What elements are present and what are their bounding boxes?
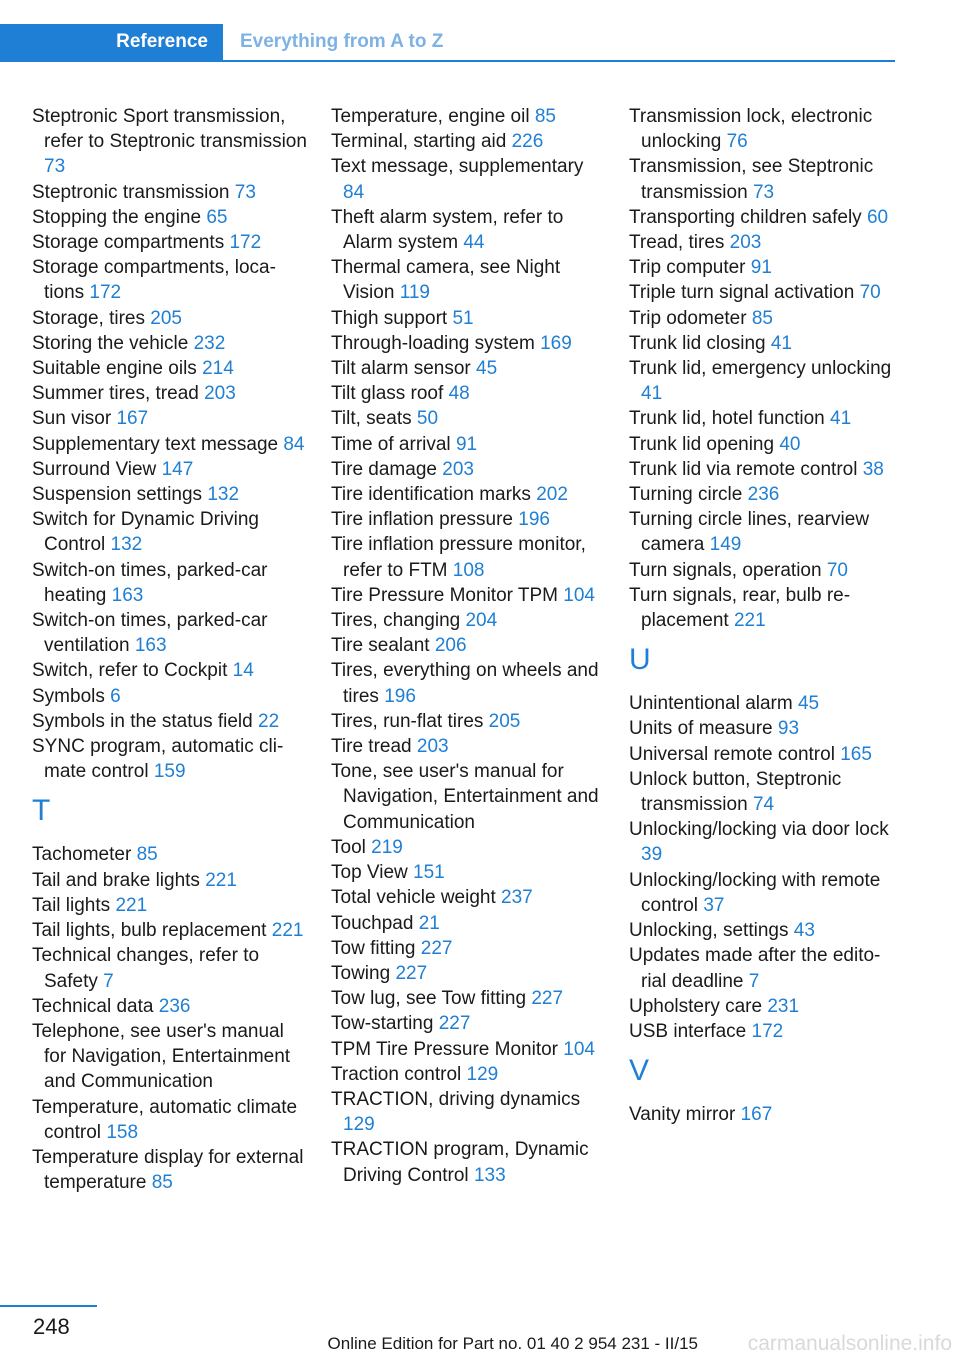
entry-text: SYNC program, automatic climate control [32, 736, 284, 783]
page-link[interactable]: 104 [563, 1038, 595, 1060]
index-entry [331, 734, 606, 759]
entry-text: Trunk lid, hotel function [629, 408, 825, 430]
index-entry [331, 104, 606, 129]
page-link[interactable]: 22 [258, 710, 280, 732]
page-link[interactable]: 85 [534, 106, 556, 127]
entry-text: Turning circle [629, 484, 743, 506]
page-link[interactable]: 227 [395, 962, 428, 984]
entry-text: Tail lights, bulb replacement [32, 920, 267, 942]
entry-text: Unlocking/locking via door lock [629, 819, 889, 841]
index-entry [629, 817, 897, 867]
entry-text: Trunk lid, emergency unlocking [629, 358, 892, 380]
index-entry [331, 129, 606, 154]
page-link[interactable]: 147 [161, 458, 194, 480]
page-link[interactable]: 132 [110, 534, 143, 556]
index-entry [331, 482, 606, 507]
page-link[interactable]: 73 [44, 156, 66, 178]
page-link[interactable]: 221 [115, 894, 148, 916]
entry-text: Tail and brake lights [32, 869, 200, 891]
page-link[interactable]: 48 [448, 383, 470, 405]
entry-text: Tow fitting [331, 937, 416, 959]
index-entry [629, 306, 897, 331]
index-entry [32, 457, 307, 482]
page-link[interactable]: 227 [438, 1013, 471, 1035]
page-link[interactable]: 205 [150, 307, 182, 329]
index-entry [331, 331, 606, 356]
page-link[interactable]: 231 [767, 995, 800, 1017]
entry-text: Technical changes, refer to Safety [32, 945, 260, 992]
entry-text: Tread, tires [629, 232, 725, 254]
index-entry [629, 583, 897, 633]
page-link[interactable]: 70 [826, 559, 848, 581]
entry-text: Transmission lock, electronic unlocking [629, 106, 873, 153]
entry-text: Storage, tires [32, 307, 145, 329]
index-entry [629, 280, 897, 305]
index-entry [629, 868, 897, 918]
index-entry [32, 406, 307, 431]
entry-text: TPM Tire Pressure Monitor [331, 1038, 558, 1060]
index-entry [331, 658, 606, 708]
page-link[interactable]: 60 [866, 206, 889, 228]
index-entry [32, 918, 307, 943]
entry-text: Telephone, see user's manual for Navigation, Entertainment and Communication [32, 1020, 291, 1093]
entry-text: Trunk lid opening [629, 433, 775, 455]
page-link[interactable]: 44 [463, 232, 485, 254]
page-link[interactable]: 203 [416, 736, 449, 758]
entry-text: Storing the vehicle [32, 332, 189, 354]
page-link[interactable]: 203 [442, 458, 474, 480]
entry-text: Summer tires, tread [32, 383, 199, 405]
page-link[interactable]: 50 [416, 408, 439, 430]
entry-text: Stopping the engine [32, 206, 202, 228]
entry-text: Units of measure [629, 718, 773, 740]
index-entry [629, 482, 897, 507]
page-link[interactable]: 85 [751, 307, 773, 329]
entry-text: Switch for Dynamic Driving Control [32, 509, 259, 556]
entry-text: Tow-starting [331, 1013, 434, 1035]
page-link[interactable]: 41 [641, 383, 663, 405]
page-link[interactable]: 7 [103, 970, 114, 992]
page-link[interactable]: 167 [116, 408, 149, 430]
entry-text: Temperature, automatic climate control [32, 1096, 298, 1143]
entry-text: Theft alarm system, refer to Alarm system [331, 206, 564, 254]
page-link[interactable]: 202 [536, 484, 568, 506]
page-link[interactable]: 237 [501, 887, 533, 909]
section-letter: U [629, 643, 651, 677]
entry-text: Tilt glass roof [331, 383, 444, 405]
index-entry [331, 583, 606, 608]
entry-text: TRACTION, driving dynamics [331, 1088, 581, 1110]
page-link[interactable]: 167 [740, 1104, 773, 1126]
index-entry [331, 205, 606, 255]
index-entry [32, 356, 307, 381]
page-link[interactable]: 163 [111, 584, 144, 606]
index-entry [331, 406, 606, 431]
index-entry [32, 658, 307, 683]
index-entry [331, 1011, 606, 1036]
index-entry [331, 911, 606, 936]
page-link[interactable]: 129 [343, 1114, 375, 1136]
index-entry [629, 205, 897, 230]
page-link[interactable]: 227 [420, 937, 453, 959]
page-link[interactable]: 196 [518, 509, 550, 531]
index-entry [629, 716, 897, 741]
entry-text: Tire sealant [331, 635, 430, 657]
page-link[interactable]: 169 [540, 332, 572, 354]
entry-text: Time of arrival [331, 433, 451, 455]
entry-text: Total vehicle weight [331, 887, 496, 909]
entry-text: Top View [331, 862, 408, 884]
entry-text: Terminal, starting aid [331, 131, 507, 153]
page-link[interactable]: 14 [232, 660, 254, 682]
page-link[interactable]: 129 [466, 1063, 499, 1085]
page-link[interactable]: 172 [89, 282, 122, 304]
edition-note: Online Edition for Part no. 01 40 2 954 231 - II/15 [327, 1334, 698, 1353]
index-entry [629, 767, 897, 817]
index-entry [331, 633, 606, 658]
page-link[interactable]: 84 [343, 181, 365, 203]
entry-text: Tone, see user's manual for Navigation, Entertainment and Communication [331, 761, 599, 833]
entry-text: Trip odometer [629, 307, 747, 329]
page-link[interactable]: 119 [399, 282, 430, 304]
index-entry [629, 154, 897, 204]
index-entry [331, 608, 606, 633]
page-link[interactable]: 204 [465, 610, 498, 632]
page-link[interactable]: 236 [747, 484, 780, 506]
page-link[interactable]: 70 [859, 282, 881, 304]
entry-text: Steptronic transmission [32, 181, 230, 203]
entry-text: Transporting children safely [629, 206, 862, 228]
page-link[interactable]: 65 [206, 206, 228, 228]
index-entry [331, 1062, 606, 1087]
index-entry [331, 1087, 606, 1137]
index-entry [629, 432, 897, 457]
index-entry [331, 507, 606, 532]
index-column-2 [331, 104, 606, 1188]
entry-text: Transmission, see Steptronic transmission [629, 156, 874, 203]
page-link[interactable]: 108 [452, 559, 485, 581]
index-entry [331, 986, 606, 1011]
index-entry [331, 835, 606, 860]
index-entry [32, 943, 307, 993]
index-entry [32, 842, 307, 867]
entry-text: Technical data [32, 995, 154, 1017]
entry-text: Thigh support [331, 307, 448, 329]
entry-text: Towing [331, 962, 391, 984]
index-entry [32, 381, 307, 406]
page-link[interactable]: 104 [563, 584, 595, 606]
index-entry [32, 734, 307, 784]
page-link[interactable]: 41 [830, 408, 852, 430]
entry-text: Symbols in the status field [32, 710, 253, 732]
entry-text: Tires, run-flat tires [331, 710, 484, 732]
page-link[interactable]: 232 [193, 332, 226, 354]
entry-text: Switch-on times, parked-car heating [32, 559, 268, 606]
index-entry [331, 1037, 606, 1062]
entry-text: TRACTION program, Dynamic Driving Control [331, 1139, 589, 1186]
index-entry [32, 331, 307, 356]
section-letter: V [629, 1054, 650, 1088]
index-entry [629, 255, 897, 280]
index-entry [32, 230, 307, 255]
entry-text: Text message, supplementary [331, 156, 584, 178]
entry-text: Surround View [32, 458, 157, 480]
header-divider [0, 60, 895, 62]
index-entry [331, 457, 606, 482]
index-entry [629, 230, 897, 255]
page-link[interactable]: 221 [733, 610, 766, 632]
index-entry [32, 709, 307, 734]
entry-text: Storage compartments [32, 232, 225, 254]
entry-text: Through-loading system [331, 332, 535, 354]
index-entry [331, 1137, 606, 1187]
index-entry [32, 994, 307, 1019]
page-link[interactable]: 7 [748, 970, 760, 992]
entry-text: Turning circle lines, rearview camera [629, 509, 870, 556]
entry-text: Tires, changing [331, 610, 461, 632]
index-entry [32, 1145, 307, 1195]
index-column-3 [629, 104, 897, 1127]
page-link[interactable]: 203 [729, 232, 762, 254]
index-entry [331, 936, 606, 961]
page-link[interactable]: 221 [271, 920, 304, 942]
page-header [0, 24, 895, 62]
page-link[interactable]: 40 [779, 433, 801, 455]
page-link[interactable]: 93 [777, 718, 800, 740]
entry-text: Sun visor [32, 408, 112, 430]
page-link[interactable]: 206 [434, 635, 467, 657]
entry-text: Trunk lid closing [629, 332, 766, 354]
page-link[interactable]: 165 [840, 743, 872, 765]
page-link[interactable]: 196 [384, 685, 416, 707]
index-entry [629, 1019, 897, 1044]
entry-text: Tail lights [32, 894, 111, 916]
page-link[interactable]: 149 [709, 534, 742, 556]
entry-text: Storage compartments, locations [32, 257, 276, 304]
entry-text: Tire inflation pressure monitor, refer to FTM [331, 534, 586, 581]
index-entry [32, 306, 307, 331]
entry-text: Trip computer [629, 257, 746, 279]
page-link[interactable]: 76 [726, 131, 748, 153]
entry-text: Suspension settings [32, 484, 203, 506]
index-entry [32, 558, 307, 608]
index-entry [331, 961, 606, 986]
index-entry [629, 558, 897, 583]
entry-text: Tire inflation pressure [331, 509, 513, 531]
index-entry [629, 331, 897, 356]
index-entry [629, 742, 897, 767]
page-link[interactable]: 214 [202, 358, 234, 380]
index-entry [629, 994, 897, 1019]
page-link[interactable]: 219 [371, 836, 403, 858]
index-entry [32, 608, 307, 658]
page-link[interactable]: 203 [204, 383, 236, 405]
page-link[interactable]: 6 [110, 685, 121, 707]
index-entry [331, 759, 606, 835]
entry-text: Triple turn signal activation [629, 282, 855, 304]
page-link[interactable]: 38 [862, 458, 884, 480]
index-entry [629, 943, 897, 993]
index-entry [331, 532, 606, 582]
entry-text: Tilt alarm sensor [331, 358, 471, 380]
index-entry [32, 482, 307, 507]
page-number: 248 [33, 1314, 70, 1339]
section-tab-reference[interactable]: Reference [0, 24, 223, 60]
index-entry [629, 406, 897, 431]
entry-text: Tool [331, 836, 366, 858]
page-link[interactable]: 73 [752, 181, 775, 203]
page-link[interactable]: 85 [136, 844, 158, 866]
entry-text: Temperature display for external temperature [32, 1146, 304, 1194]
entry-text: Tire damage [331, 458, 437, 480]
entry-text: Updates made after the editorial deadline [629, 945, 881, 992]
index-entry [629, 457, 897, 482]
page-link[interactable]: 151 [413, 862, 445, 884]
index-entry [331, 709, 606, 734]
entry-text: Steptronic Sport transmission, refer to Steptronic transmission [32, 106, 307, 153]
page-link[interactable]: 45 [797, 693, 820, 715]
page-link[interactable]: 172 [229, 232, 262, 254]
index-entry [32, 868, 307, 893]
page-link[interactable]: 159 [153, 761, 186, 783]
watermark: carmanualsonline.info [747, 1332, 952, 1355]
page-link[interactable]: 172 [751, 1020, 784, 1042]
entry-text: Vanity mirror [629, 1104, 736, 1126]
entry-text: Trunk lid via remote control [629, 458, 858, 480]
entry-text: Upholstery care [629, 995, 763, 1017]
entry-text: Switch, refer to Cockpit [32, 660, 228, 682]
entry-text: Tire Pressure Monitor TPM [331, 584, 558, 606]
index-entry [32, 180, 307, 205]
page-link[interactable]: 163 [134, 635, 167, 657]
page-link[interactable]: 158 [106, 1121, 139, 1143]
page-link[interactable]: 91 [455, 433, 478, 455]
section-letter: T [32, 794, 51, 828]
index-column-1 [32, 104, 307, 1195]
page-link[interactable]: 74 [752, 794, 775, 816]
index-entry [331, 432, 606, 457]
index-entry [629, 507, 897, 557]
entry-text: Tachometer [32, 844, 132, 866]
entry-text: Symbols [32, 685, 105, 707]
entry-text: Tire identification marks [331, 484, 531, 506]
entry-text: Temperature, engine oil [331, 106, 530, 127]
page-link[interactable]: 41 [770, 332, 792, 354]
entry-text: Tire tread [331, 736, 412, 758]
index-entry [331, 885, 606, 910]
entry-text: Suitable engine oils [32, 358, 197, 380]
page-link[interactable]: 43 [793, 920, 815, 942]
entry-text: Unlocking/locking with remote control [629, 869, 881, 916]
page-link[interactable]: 226 [511, 131, 544, 153]
entry-text: Tires, everything on wheels and tires [331, 660, 599, 707]
index-entry [629, 1102, 897, 1127]
page-link[interactable]: 132 [207, 484, 240, 506]
index-entry [32, 1019, 307, 1095]
page-link[interactable]: 91 [750, 257, 772, 279]
index-entry [331, 356, 606, 381]
page-link[interactable]: 21 [418, 912, 440, 934]
index-entry [32, 1095, 307, 1145]
entry-text: Unlocking, settings [629, 920, 789, 942]
index-entry [331, 306, 606, 331]
page-link[interactable]: 45 [476, 358, 498, 380]
page-link[interactable]: 133 [473, 1164, 506, 1186]
index-entry [32, 684, 307, 709]
page-link[interactable]: 51 [452, 307, 474, 329]
index-entry [331, 255, 606, 305]
entry-text: Traction control [331, 1063, 462, 1085]
index-entry [331, 860, 606, 885]
page-link[interactable]: 85 [151, 1172, 173, 1194]
footer-divider [0, 1305, 97, 1307]
index-entry [32, 104, 307, 180]
page-link[interactable]: 236 [158, 995, 191, 1017]
entry-text: Tilt, seats [331, 408, 412, 430]
page-link[interactable]: 221 [205, 869, 237, 891]
entry-text: Turn signals, operation [629, 559, 822, 581]
entry-text: Supplementary text message [32, 433, 279, 455]
index-entry [331, 381, 606, 406]
subsection-tab-a-to-z[interactable]: Everything from A to Z [240, 31, 444, 52]
index-entry [331, 154, 606, 204]
index-entry [629, 104, 897, 154]
index-entry [32, 205, 307, 230]
entry-text: USB interface [629, 1020, 747, 1042]
index-entry [32, 507, 307, 557]
index-entry [629, 691, 897, 716]
entry-text: Turn signals, rear, bulb replacement [629, 584, 851, 632]
entry-text: Thermal camera, see Night Vision [331, 257, 561, 304]
index-entry [32, 432, 307, 457]
entry-text: Unlock button, Steptronic transmission [629, 768, 842, 816]
index-entry [32, 255, 307, 305]
index-entry [32, 893, 307, 918]
page-link[interactable]: 73 [234, 181, 256, 203]
entry-text: Touchpad [331, 912, 414, 934]
page-link[interactable]: 39 [641, 844, 663, 866]
page-link[interactable]: 227 [531, 988, 564, 1010]
entry-text: Switch-on times, parked-car ventilation [32, 610, 268, 657]
page-link[interactable]: 37 [703, 894, 725, 916]
page-link[interactable]: 205 [488, 710, 521, 732]
entry-text: Unintentional alarm [629, 693, 793, 715]
index-entry [629, 356, 897, 406]
page-link[interactable]: 84 [283, 433, 305, 455]
entry-text: Universal remote control [629, 743, 835, 765]
entry-text: Tow lug, see Tow fitting [331, 988, 527, 1010]
index-entry [629, 918, 897, 943]
